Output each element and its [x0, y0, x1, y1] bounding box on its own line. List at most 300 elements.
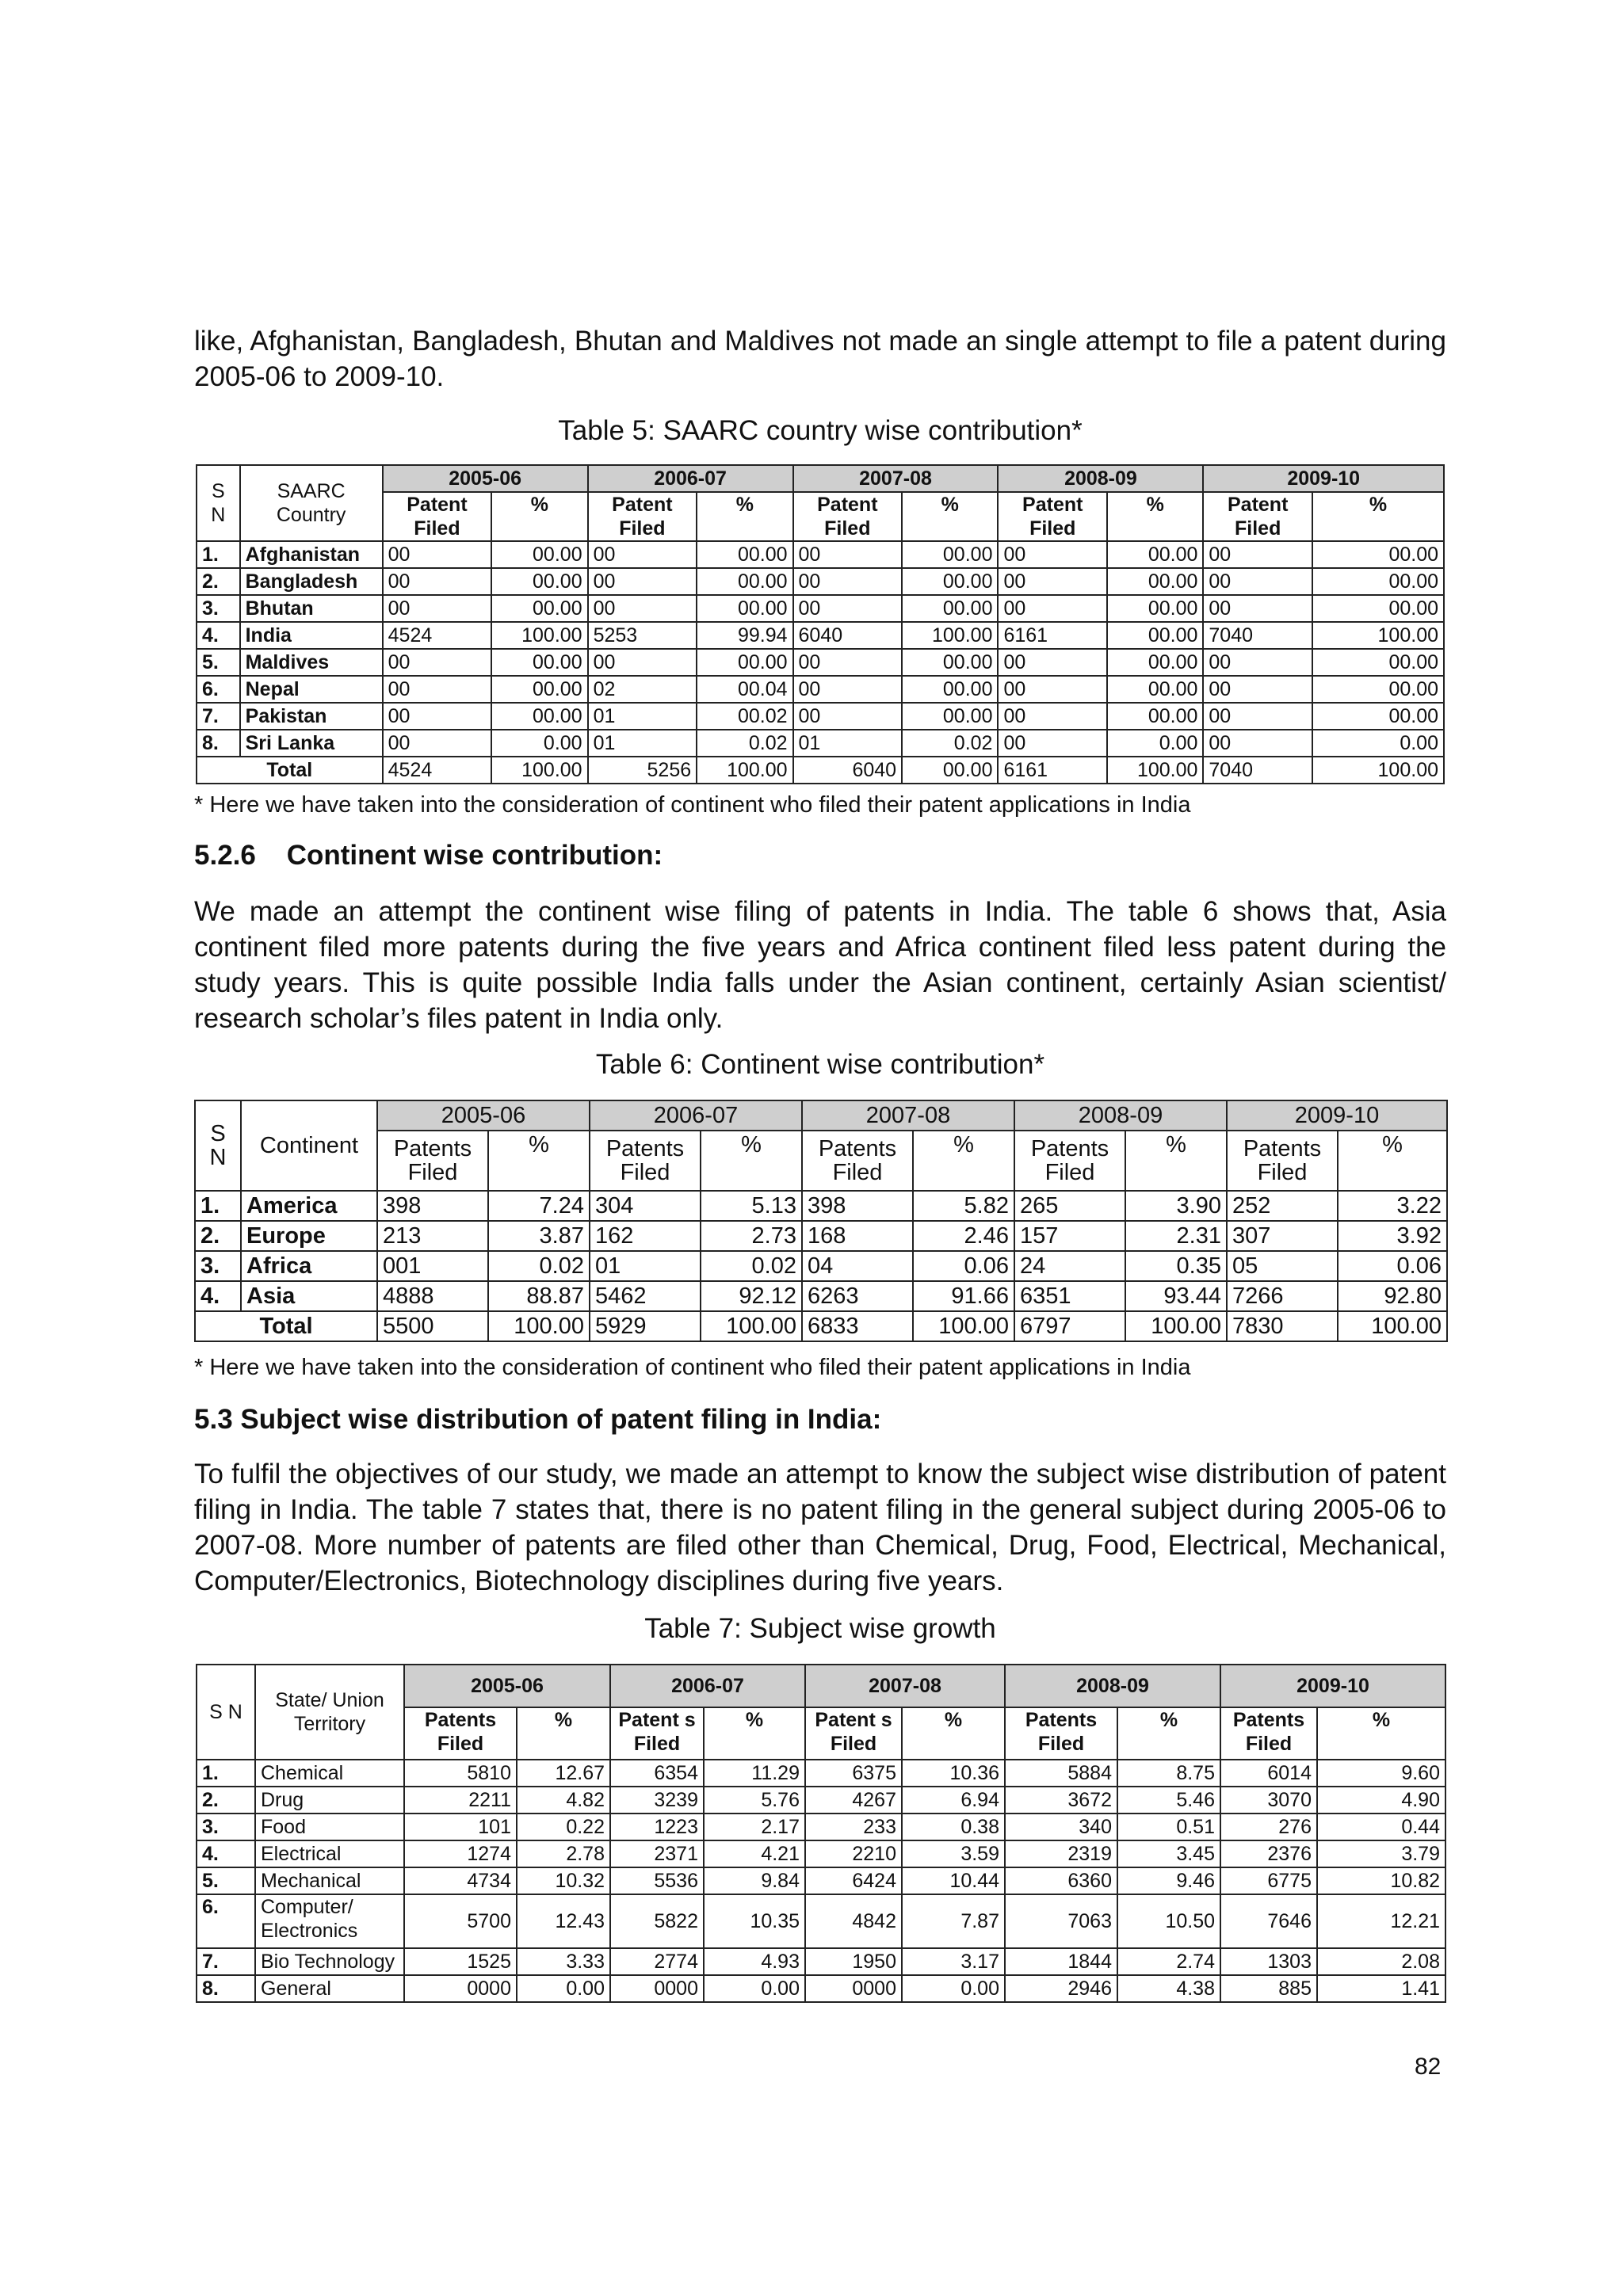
table5-total-filed: 4524: [383, 757, 492, 784]
table7-cell-percent: 7.87: [902, 1894, 1005, 1948]
table7-cell-sn: 4.: [197, 1840, 255, 1867]
table6-row: [195, 1191, 1447, 1221]
table7-cell-filed: 7646: [1220, 1894, 1317, 1948]
table6-cell-percent: 2.31: [1125, 1221, 1227, 1251]
table7-row: [197, 1760, 1445, 1787]
table5-cell-percent: 00.00: [902, 703, 998, 730]
table6-header-year: 2006-07: [590, 1100, 802, 1131]
table5-cell-filed: 00: [998, 730, 1107, 757]
table7-cell-percent: 2.74: [1117, 1948, 1220, 1975]
table5-cell-percent: 00.00: [902, 541, 998, 568]
table6: [194, 1100, 1448, 1342]
table6-cell-percent: 3.87: [488, 1221, 590, 1251]
table5-cell-percent: 00.00: [697, 541, 792, 568]
table5-cell-filed: 01: [588, 730, 697, 757]
table5-cell-filed: 00: [588, 649, 697, 676]
table7-cell-filed: 3672: [1005, 1787, 1117, 1814]
table7-cell-filed: 2210: [805, 1840, 902, 1867]
table5-cell-percent: 00.00: [1107, 622, 1203, 649]
table5-cell-filed: 01: [588, 703, 697, 730]
table5-cell-percent: 00.00: [491, 703, 587, 730]
table5-cell-sn: 3.: [197, 595, 240, 622]
table7-cell-percent: 12.67: [517, 1760, 610, 1787]
table6-header-percent: %: [913, 1131, 1014, 1191]
table5-total-row: [197, 757, 1444, 784]
table5-cell-percent: 00.00: [491, 676, 587, 703]
table5-cell-filed: 00: [1203, 730, 1312, 757]
table6-container: [194, 1100, 1446, 1342]
table6-caption: Table 6: Continent wise contribution*: [595, 1049, 1045, 1080]
table7-header-sn: S N: [197, 1665, 255, 1760]
table6-cell-filed: 307: [1227, 1221, 1338, 1251]
table5-cell-sn: 4.: [197, 622, 240, 649]
table7-cell-filed: 2946: [1005, 1975, 1117, 2002]
table5-total-percent: 00.00: [902, 757, 998, 784]
table6-cell-filed: 213: [377, 1221, 488, 1251]
table6-header-percent: %: [488, 1131, 590, 1191]
table7-cell-filed: 7063: [1005, 1894, 1117, 1948]
table7-container: [196, 1664, 1445, 2003]
table6-total-filed: 7830: [1227, 1311, 1338, 1341]
table5-cell-sn: 6.: [197, 676, 240, 703]
table6-cell-percent: 0.06: [913, 1251, 1014, 1281]
table7-cell-percent: 0.22: [517, 1814, 610, 1840]
table6-header-filed: Patents Filed: [377, 1131, 488, 1191]
table5-total-percent: 100.00: [491, 757, 587, 784]
table7-cell-percent: 4.38: [1117, 1975, 1220, 2002]
table6-cell-percent: 3.90: [1125, 1191, 1227, 1221]
table5-total-filed: 6040: [793, 757, 903, 784]
table7-cell-percent: 0.44: [1317, 1814, 1445, 1840]
table7-cell-percent: 9.84: [704, 1867, 805, 1894]
table5-total-filed: 7040: [1203, 757, 1312, 784]
table5-header-year: 2009-10: [1203, 465, 1444, 492]
table5-cell-filed: 5253: [588, 622, 697, 649]
table6-cell-percent: 88.87: [488, 1281, 590, 1311]
table5-cell-sn: 7.: [197, 703, 240, 730]
table5-cell-percent: 100.00: [902, 622, 998, 649]
table5-cell-percent: 0.02: [697, 730, 792, 757]
table6-header-percent: %: [1125, 1131, 1227, 1191]
table5-cell-percent: 00.00: [1312, 541, 1444, 568]
table5-cell-name: Bhutan: [240, 595, 383, 622]
table6-cell-percent: 0.02: [701, 1251, 802, 1281]
table7-cell-filed: 5810: [404, 1760, 517, 1787]
table7-header-filed: Patent s Filed: [805, 1707, 902, 1760]
table7-cell-filed: 5536: [610, 1867, 704, 1894]
table7-row: [197, 1948, 1445, 1975]
table6-cell-percent: 0.02: [488, 1251, 590, 1281]
table6-total-percent: 100.00: [1125, 1311, 1227, 1341]
table6-cell-filed: 5462: [590, 1281, 701, 1311]
table5-cell-percent: 00.02: [697, 703, 792, 730]
table5-cell-filed: 00: [793, 649, 903, 676]
table7-header-entity: State/ Union Territory: [255, 1665, 404, 1760]
table6-cell-sn: 4.: [195, 1281, 241, 1311]
table7-cell-percent: 10.32: [517, 1867, 610, 1894]
intro-paragraph: like, Afghanistan, Bangladesh, Bhutan and Maldives not made an single attempt to file a patent during 2005-06 to 2009-10.: [194, 326, 1446, 392]
table6-cell-filed: 24: [1014, 1251, 1125, 1281]
table5-header-sn: S N: [197, 465, 240, 541]
table5-cell-percent: 00.04: [697, 676, 792, 703]
table5-header-percent: %: [1107, 492, 1203, 541]
table7-cell-filed: 5822: [610, 1894, 704, 1948]
table6-cell-filed: 4888: [377, 1281, 488, 1311]
table7-cell-percent: 10.44: [902, 1867, 1005, 1894]
table6-cell-name: Europe: [241, 1221, 377, 1251]
table5-cell-filed: 00: [383, 703, 492, 730]
table5-cell-percent: 00.00: [902, 595, 998, 622]
table6-header-year: 2008-09: [1014, 1100, 1227, 1131]
table7-header-year: 2009-10: [1220, 1665, 1445, 1707]
table7-cell-percent: 1.41: [1317, 1975, 1445, 2002]
table5-cell-percent: 00.00: [491, 541, 587, 568]
table7-header-year: 2007-08: [805, 1665, 1005, 1707]
table7-cell-percent: 11.29: [704, 1760, 805, 1787]
table7-cell-filed: 233: [805, 1814, 902, 1840]
table5-cell-sn: 1.: [197, 541, 240, 568]
table5-cell-percent: 00.00: [697, 595, 792, 622]
table6-cell-filed: 398: [802, 1191, 913, 1221]
table5-cell-filed: 6040: [793, 622, 903, 649]
table7-header-filed: Patent s Filed: [610, 1707, 704, 1760]
table5-cell-filed: 00: [588, 595, 697, 622]
table7-cell-percent: 6.94: [902, 1787, 1005, 1814]
table6-cell-percent: 2.73: [701, 1221, 802, 1251]
table5-cell-percent: 00.00: [1107, 541, 1203, 568]
table5-cell-filed: 00: [793, 703, 903, 730]
table7-cell-filed: 1844: [1005, 1948, 1117, 1975]
table6-cell-filed: 168: [802, 1221, 913, 1251]
table6-row: [195, 1251, 1447, 1281]
table7-cell-filed: 0000: [610, 1975, 704, 2002]
table7-cell-filed: 2774: [610, 1948, 704, 1975]
table5-cell-filed: 00: [793, 568, 903, 595]
table6-total-filed: 5929: [590, 1311, 701, 1341]
table6-total-label: Total: [195, 1311, 377, 1341]
table5-cell-filed: 4524: [383, 622, 492, 649]
table6-header-year: 2009-10: [1227, 1100, 1447, 1131]
table7-cell-percent: 10.50: [1117, 1894, 1220, 1948]
table5-header-year: 2005-06: [383, 465, 588, 492]
table5-total-label: Total: [197, 757, 383, 784]
table7-cell-filed: 1525: [404, 1948, 517, 1975]
table7-cell-percent: 4.82: [517, 1787, 610, 1814]
table7-cell-filed: 3070: [1220, 1787, 1317, 1814]
table5-cell-filed: 00: [998, 703, 1107, 730]
table7-cell-percent: 10.35: [704, 1894, 805, 1948]
table7-row: [197, 1787, 1445, 1814]
table5-cell-percent: 00.00: [1312, 595, 1444, 622]
table6-cell-filed: 7266: [1227, 1281, 1338, 1311]
table5-cell-percent: 00.00: [491, 649, 587, 676]
section-5-3-paragraph: To fulfil the objectives of our study, we made an attempt to know the subject wise distribution of patent filing in India. The table 7 states that, there is no patent filing in the general subject during 2005-06 to 2007-08. More number of patents are filed other than Chemical, Drug, Food, Electrical, Mechanical, Computer/Electronics, Biotechnology disciplines during five years.: [194, 1459, 1446, 1596]
table7-cell-percent: 9.60: [1317, 1760, 1445, 1787]
table7-cell-filed: 2211: [404, 1787, 517, 1814]
table7-cell-name: Computer/ Electronics: [255, 1894, 404, 1948]
table5-cell-sn: 8.: [197, 730, 240, 757]
table7-header-filed: Patents Filed: [1005, 1707, 1117, 1760]
table5-header-filed: Patent Filed: [998, 492, 1107, 541]
table7-row: [197, 1814, 1445, 1840]
table5-cell-percent: 00.00: [1312, 676, 1444, 703]
table7-cell-filed: 101: [404, 1814, 517, 1840]
table5-cell-percent: 00.00: [491, 595, 587, 622]
table7-cell-filed: 0000: [805, 1975, 902, 2002]
table7-cell-filed: 1303: [1220, 1948, 1317, 1975]
table5-cell-percent: 99.94: [697, 622, 792, 649]
table7-cell-percent: 3.17: [902, 1948, 1005, 1975]
table6-cell-percent: 92.80: [1338, 1281, 1447, 1311]
table7-cell-percent: 4.93: [704, 1948, 805, 1975]
table7-cell-filed: 6354: [610, 1760, 704, 1787]
table7-cell-filed: 6375: [805, 1760, 902, 1787]
table5-cell-percent: 00.00: [902, 649, 998, 676]
table5-cell-filed: 00: [1203, 649, 1312, 676]
table5-cell-name: Bangladesh: [240, 568, 383, 595]
table5-cell-percent: 00.00: [1107, 595, 1203, 622]
table5-cell-filed: 00: [998, 541, 1107, 568]
table6-cell-name: Asia: [241, 1281, 377, 1311]
table5-cell-filed: 00: [998, 595, 1107, 622]
table7-cell-filed: 3239: [610, 1787, 704, 1814]
table5-cell-percent: 00.00: [697, 568, 792, 595]
table7-cell-percent: 3.59: [902, 1840, 1005, 1867]
table6-cell-filed: 265: [1014, 1191, 1125, 1221]
table6-row: [195, 1281, 1447, 1311]
table7-cell-filed: 1223: [610, 1814, 704, 1840]
table7-cell-name: General: [255, 1975, 404, 2002]
table6-header-entity: Continent: [241, 1100, 377, 1191]
table6-cell-percent: 93.44: [1125, 1281, 1227, 1311]
table7-cell-percent: 4.21: [704, 1840, 805, 1867]
table5-footnote: * Here we have taken into the consideration of continent who filed their patent applications in India: [194, 792, 1191, 818]
table6-cell-sn: 1.: [195, 1191, 241, 1221]
table7-header-percent: %: [704, 1707, 805, 1760]
table5-row: [197, 568, 1444, 595]
table6-cell-filed: 398: [377, 1191, 488, 1221]
table6-cell-sn: 2.: [195, 1221, 241, 1251]
table7-header-year: 2006-07: [610, 1665, 805, 1707]
table5-cell-name: Afghanistan: [240, 541, 383, 568]
table7-cell-filed: 5700: [404, 1894, 517, 1948]
table7-cell-percent: 2.17: [704, 1814, 805, 1840]
table7-cell-percent: 2.78: [517, 1840, 610, 1867]
table5-cell-filed: 00: [1203, 541, 1312, 568]
table7-cell-filed: 4267: [805, 1787, 902, 1814]
table5: [196, 464, 1445, 784]
table5-cell-percent: 0.00: [1312, 730, 1444, 757]
table5-cell-percent: 00.00: [491, 568, 587, 595]
table6-cell-filed: 252: [1227, 1191, 1338, 1221]
table5-total-percent: 100.00: [1312, 757, 1444, 784]
table6-cell-filed: 01: [590, 1251, 701, 1281]
table7-cell-percent: 5.76: [704, 1787, 805, 1814]
table6-cell-name: Africa: [241, 1251, 377, 1281]
table7-row: [197, 1867, 1445, 1894]
table7-cell-filed: 6014: [1220, 1760, 1317, 1787]
table7-cell-percent: 12.21: [1317, 1894, 1445, 1948]
table5-cell-percent: 00.00: [1107, 676, 1203, 703]
table5-cell-sn: 5.: [197, 649, 240, 676]
table7-cell-name: Food: [255, 1814, 404, 1840]
table6-cell-percent: 91.66: [913, 1281, 1014, 1311]
table5-cell-filed: 00: [793, 595, 903, 622]
table7-cell-percent: 10.82: [1317, 1867, 1445, 1894]
table7-cell-sn: 2.: [197, 1787, 255, 1814]
table7-cell-percent: 0.00: [517, 1975, 610, 2002]
table6-cell-name: America: [241, 1191, 377, 1221]
table5-cell-filed: 00: [383, 676, 492, 703]
table6-header-filed: Patents Filed: [1014, 1131, 1125, 1191]
table5-cell-filed: 00: [998, 649, 1107, 676]
table6-cell-percent: 92.12: [701, 1281, 802, 1311]
table5-header-filed: Patent Filed: [793, 492, 903, 541]
table6-total-percent: 100.00: [1338, 1311, 1447, 1341]
table7-cell-name: Drug: [255, 1787, 404, 1814]
table5-row: [197, 622, 1444, 649]
table7-cell-filed: 276: [1220, 1814, 1317, 1840]
table6-cell-percent: 5.82: [913, 1191, 1014, 1221]
table5-header-percent: %: [697, 492, 792, 541]
table6-cell-filed: 304: [590, 1191, 701, 1221]
table7-header-filed: Patents Filed: [1220, 1707, 1317, 1760]
table5-cell-percent: 00.00: [902, 676, 998, 703]
table6-cell-percent: 7.24: [488, 1191, 590, 1221]
table7-header-filed: Patents Filed: [404, 1707, 517, 1760]
table7-cell-percent: 2.08: [1317, 1948, 1445, 1975]
table5-container: [196, 464, 1445, 784]
table6-cell-filed: 157: [1014, 1221, 1125, 1251]
table5-total-percent: 100.00: [697, 757, 792, 784]
table5-header-filed: Patent Filed: [1203, 492, 1312, 541]
table6-header-year: 2005-06: [377, 1100, 590, 1131]
table6-footnote: * Here we have taken into the consideration of continent who filed their patent applications in India: [194, 1355, 1191, 1380]
table6-cell-sn: 3.: [195, 1251, 241, 1281]
table6-total-filed: 6833: [802, 1311, 913, 1341]
table7-cell-percent: 5.46: [1117, 1787, 1220, 1814]
page-number: 82: [1415, 2054, 1442, 2080]
table7-cell-name: Electrical: [255, 1840, 404, 1867]
table7-cell-sn: 7.: [197, 1948, 255, 1975]
section-5-3-heading: 5.3 Subject wise distribution of patent filing in India:: [194, 1404, 882, 1435]
table5-cell-percent: 00.00: [697, 649, 792, 676]
section-5-2-6-heading: 5.2.6 Continent wise contribution:: [194, 840, 663, 871]
table5-cell-percent: 00.00: [1107, 649, 1203, 676]
table5-cell-percent: 00.00: [1312, 649, 1444, 676]
table6-total-percent: 100.00: [488, 1311, 590, 1341]
table7-cell-filed: 885: [1220, 1975, 1317, 2002]
table5-cell-filed: 00: [588, 568, 697, 595]
table5-cell-filed: 00: [383, 649, 492, 676]
table5-row: [197, 703, 1444, 730]
table7-cell-filed: 1274: [404, 1840, 517, 1867]
table6-total-filed: 6797: [1014, 1311, 1125, 1341]
table7-cell-sn: 6.: [197, 1894, 255, 1948]
table7-header-percent: %: [1117, 1707, 1220, 1760]
table5-cell-percent: 00.00: [1312, 703, 1444, 730]
table5-row: [197, 595, 1444, 622]
table5-header-filed: Patent Filed: [588, 492, 697, 541]
table5-cell-percent: 100.00: [491, 622, 587, 649]
table7-cell-percent: 0.00: [704, 1975, 805, 2002]
table7-cell-percent: 9.46: [1117, 1867, 1220, 1894]
table5-cell-percent: 00.00: [1107, 568, 1203, 595]
table6-header-filed: Patents Filed: [802, 1131, 913, 1191]
table7-cell-percent: 3.45: [1117, 1840, 1220, 1867]
table5-cell-filed: 00: [793, 676, 903, 703]
table6-cell-percent: 3.92: [1338, 1221, 1447, 1251]
table5-cell-filed: 00: [383, 730, 492, 757]
table5-cell-filed: 01: [793, 730, 903, 757]
table7-header-percent: %: [902, 1707, 1005, 1760]
table5-row: [197, 676, 1444, 703]
table7-header-year: 2008-09: [1005, 1665, 1220, 1707]
table6-header-filed: Patents Filed: [1227, 1131, 1338, 1191]
table7-cell-filed: 2319: [1005, 1840, 1117, 1867]
table7-cell-sn: 5.: [197, 1867, 255, 1894]
table6-cell-filed: 6351: [1014, 1281, 1125, 1311]
table5-header-entity: SAARC Country: [240, 465, 383, 541]
table7-caption: Table 7: Subject wise growth: [644, 1613, 996, 1644]
table5-cell-percent: 0.00: [491, 730, 587, 757]
table6-header-filed: Patents Filed: [590, 1131, 701, 1191]
table7-cell-percent: 8.75: [1117, 1760, 1220, 1787]
table5-cell-filed: 02: [588, 676, 697, 703]
table7-cell-percent: 12.43: [517, 1894, 610, 1948]
table7-cell-filed: 340: [1005, 1814, 1117, 1840]
table7-cell-filed: 6775: [1220, 1867, 1317, 1894]
table7-cell-percent: 3.79: [1317, 1840, 1445, 1867]
table7-cell-percent: 3.33: [517, 1948, 610, 1975]
table7-cell-filed: 6360: [1005, 1867, 1117, 1894]
section-5-2-6-paragraph: We made an attempt the continent wise filing of patents in India. The table 6 shows that, Asia continent filed more patents during the five years and Africa continent filed less patent during the study years. This is quite possible India falls under the Asian continent, certainly Asian scientist/ research scholar’s files patent in India only.: [194, 896, 1446, 1034]
table5-cell-name: Pakistan: [240, 703, 383, 730]
table5-cell-filed: 00: [383, 595, 492, 622]
table5-cell-name: Maldives: [240, 649, 383, 676]
table7-cell-sn: 1.: [197, 1760, 255, 1787]
table6-cell-filed: 04: [802, 1251, 913, 1281]
table7-cell-filed: 4734: [404, 1867, 517, 1894]
table7-cell-percent: 0.00: [902, 1975, 1005, 2002]
table6-cell-percent: 5.13: [701, 1191, 802, 1221]
table6-header-percent: %: [701, 1131, 802, 1191]
table7-cell-percent: 10.36: [902, 1760, 1005, 1787]
table7-cell-name: Chemical: [255, 1760, 404, 1787]
table5-cell-filed: 6161: [998, 622, 1107, 649]
table5-cell-filed: 00: [1203, 703, 1312, 730]
table5-header-filed: Patent Filed: [383, 492, 492, 541]
table5-cell-name: India: [240, 622, 383, 649]
table7-cell-filed: 6424: [805, 1867, 902, 1894]
table7-header-year: 2005-06: [404, 1665, 610, 1707]
table5-cell-percent: 0.02: [902, 730, 998, 757]
table5-cell-filed: 00: [588, 541, 697, 568]
table7-cell-filed: 0000: [404, 1975, 517, 2002]
table5-header-percent: %: [491, 492, 587, 541]
table6-total-filed: 5500: [377, 1311, 488, 1341]
table7-cell-percent: 0.38: [902, 1814, 1005, 1840]
table5-cell-filed: 7040: [1203, 622, 1312, 649]
table6-cell-percent: 2.46: [913, 1221, 1014, 1251]
table5-total-filed: 5256: [588, 757, 697, 784]
table6-cell-filed: 05: [1227, 1251, 1338, 1281]
table7-cell-sn: 8.: [197, 1975, 255, 2002]
table6-total-row: [195, 1311, 1447, 1341]
table7-header-percent: %: [1317, 1707, 1445, 1760]
table7-row: [197, 1840, 1445, 1867]
table6-row: [195, 1221, 1447, 1251]
